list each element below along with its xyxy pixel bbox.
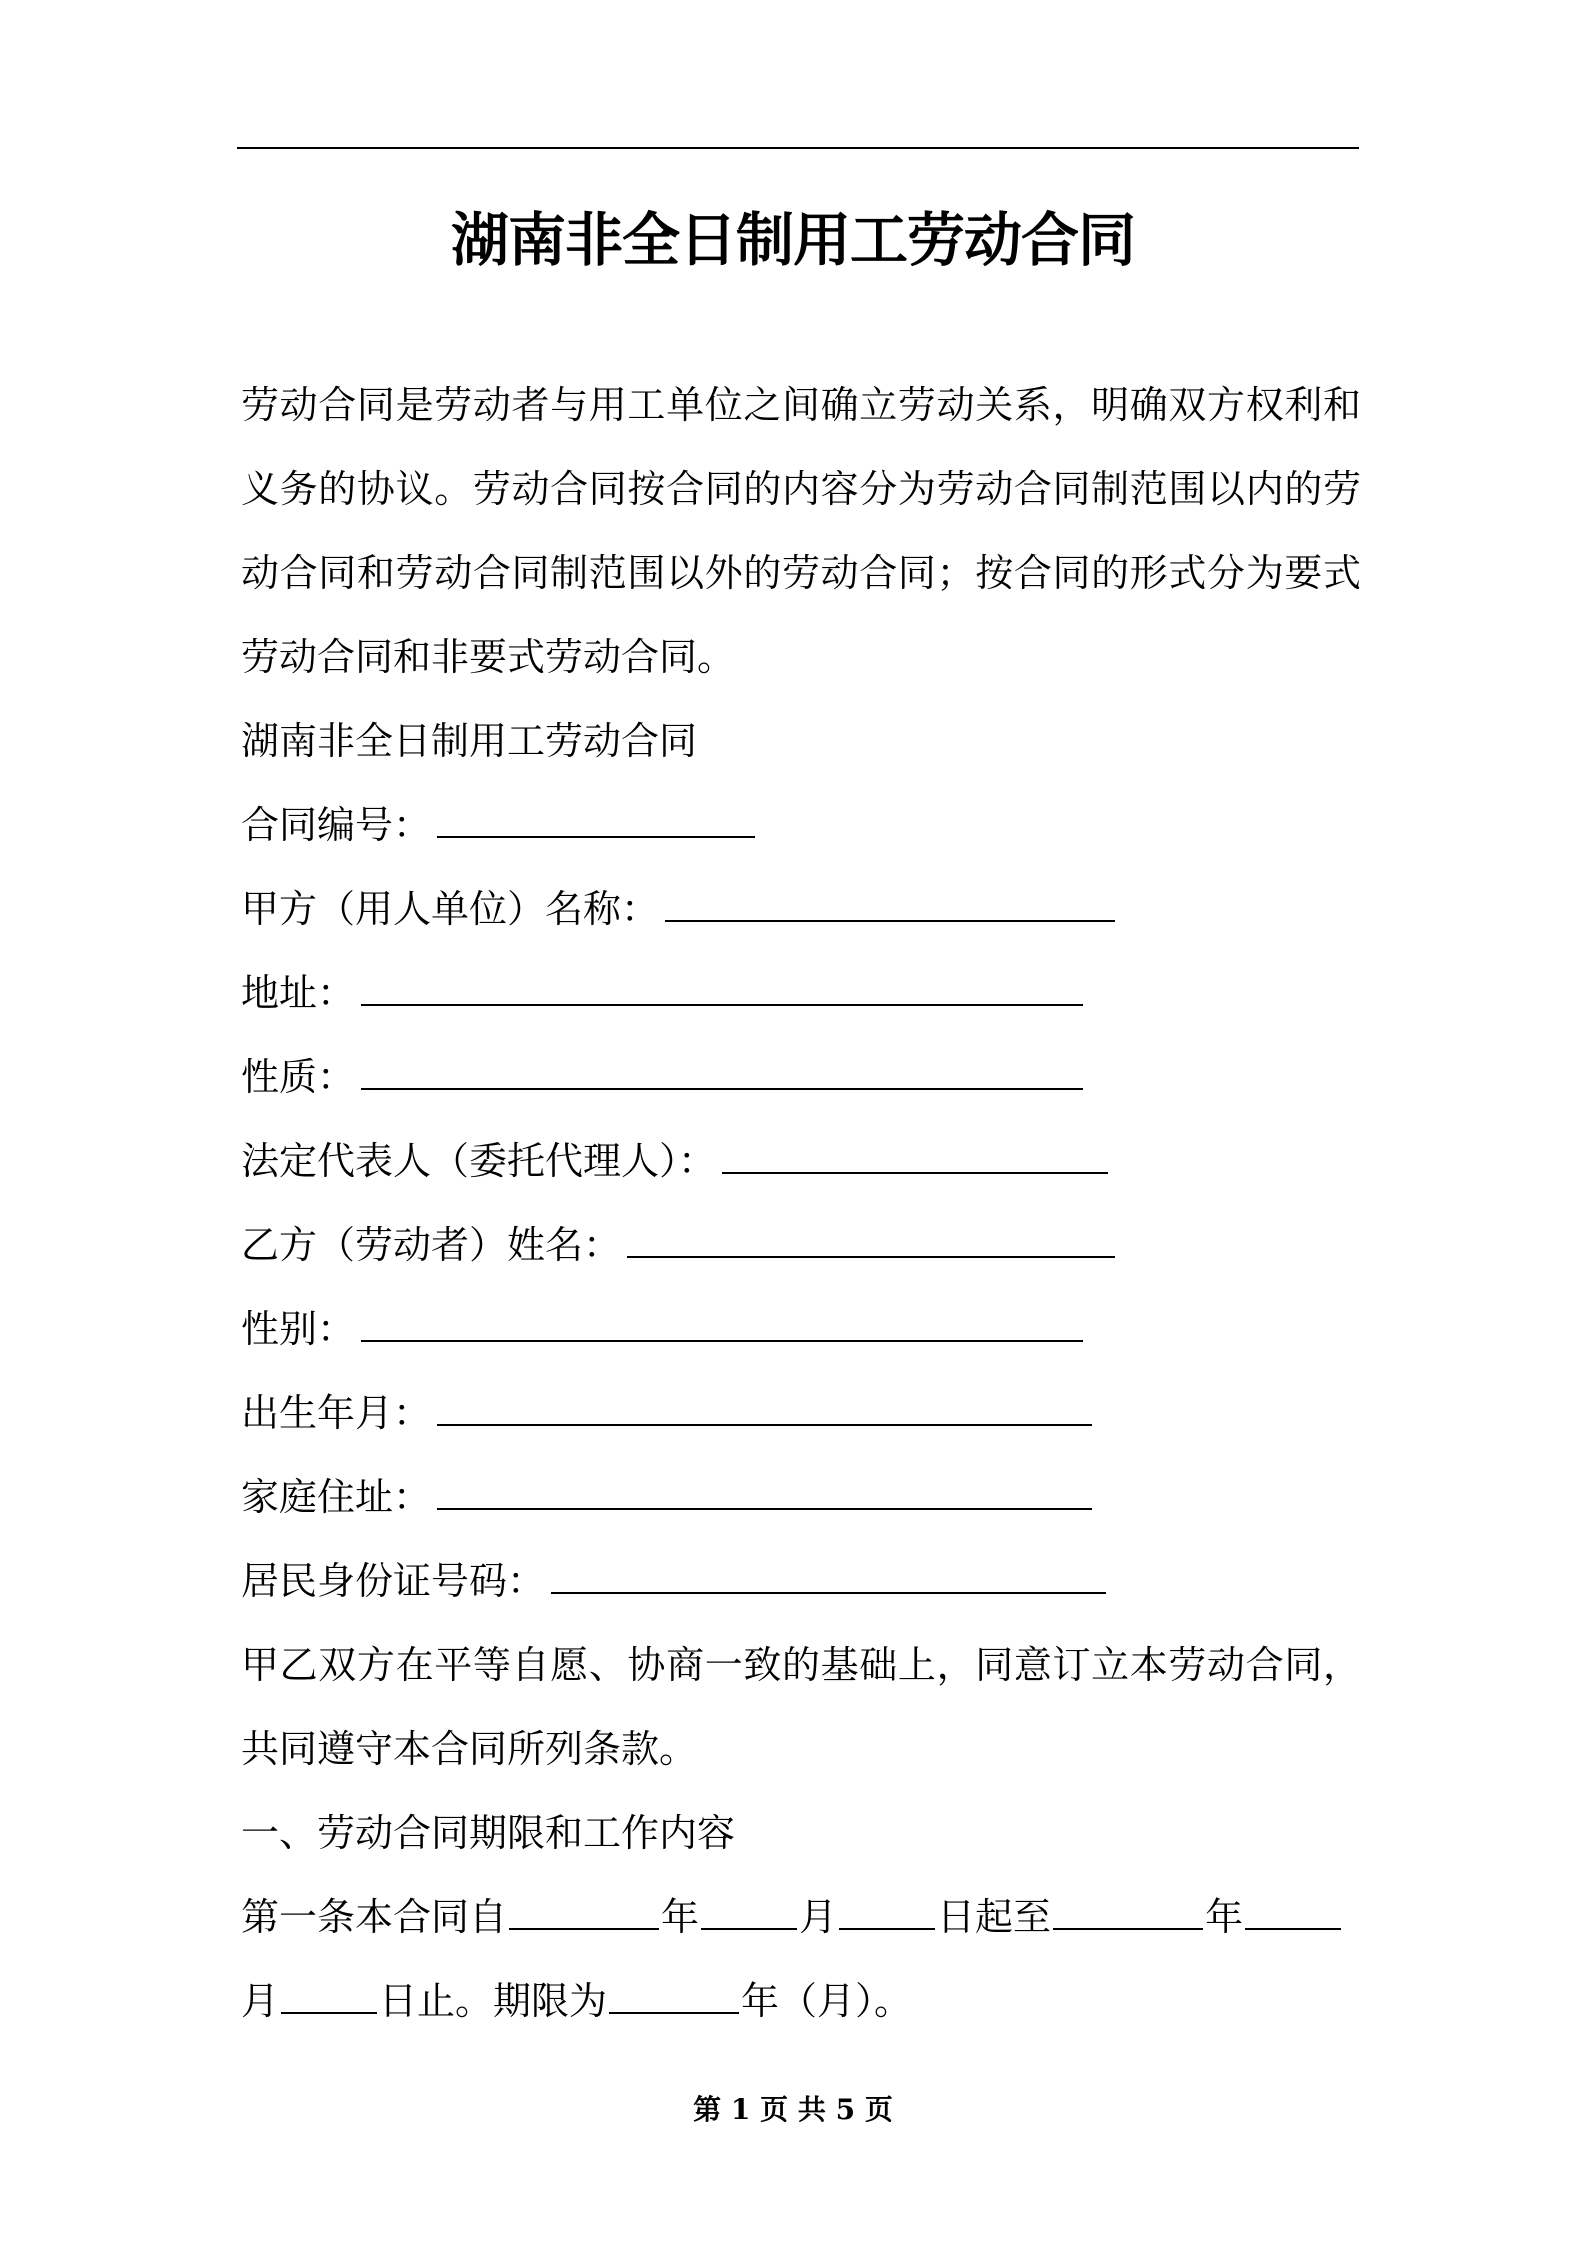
party-b-name-field <box>241 1203 1361 1287</box>
address-field <box>241 951 1361 1035</box>
intro-paragraph: 劳动合同是劳动者与用工单位之间确立劳动关系，明确双方权利和义务的协议。劳动合同按合同的内容分为劳动合同制范围以内的劳动合同和劳动合同制范围以外的劳动合同；按合同的形式分为要式劳动合同和非要式劳动合同。 <box>241 383 1361 679</box>
id-number-field <box>241 1539 1361 1623</box>
address-label: 地址： <box>241 971 356 1015</box>
start-year-blank <box>509 1894 659 1930</box>
article-1-line-1 <box>241 1875 1361 1959</box>
contract-number-field <box>241 783 1361 867</box>
contract-number-label: 合同编号： <box>241 803 432 847</box>
end-year-blank <box>1053 1894 1203 1930</box>
nature-field <box>241 1035 1361 1119</box>
gender-field <box>241 1287 1361 1371</box>
document-body <box>241 363 1361 2043</box>
party-a-name-blank <box>665 886 1115 922</box>
end-year-unit: 年 <box>1205 1895 1244 1939</box>
article-1-line-2 <box>241 1959 1361 2043</box>
legal-rep-blank <box>722 1138 1108 1174</box>
end-month-unit: 月 <box>241 1979 280 2023</box>
start-day-blank <box>839 1894 935 1930</box>
document-title: 湖南非全日制用工劳动合同 <box>450 206 1135 274</box>
birth-blank <box>437 1390 1092 1426</box>
home-address-field <box>241 1455 1361 1539</box>
legal-rep-label: 法定代表人（委托代理人）： <box>241 1139 717 1183</box>
nature-label: 性质： <box>241 1055 356 1099</box>
legal-rep-field <box>241 1119 1361 1203</box>
duration-unit: 年（月）。 <box>741 1979 913 2023</box>
duration-blank <box>609 1978 739 2014</box>
subtitle: 湖南非全日制用工劳动合同 <box>241 719 698 763</box>
article-1-start-text: 第一条本合同自 <box>241 1895 508 1939</box>
start-month-blank <box>701 1894 797 1930</box>
start-month-unit: 月 <box>799 1895 838 1939</box>
home-address-label: 家庭住址： <box>241 1475 432 1519</box>
end-month-blank <box>1245 1894 1341 1930</box>
section-1-heading: 一、劳动合同期限和工作内容 <box>241 1811 736 1855</box>
agreement-paragraph: 甲乙双方在平等自愿、协商一致的基础上，同意订立本劳动合同，共同遵守本合同所列条款。 <box>241 1643 1361 1771</box>
start-day-unit: 日起至 <box>937 1895 1052 1939</box>
start-year-unit: 年 <box>661 1895 700 1939</box>
home-address-blank <box>437 1474 1092 1510</box>
birth-label: 出生年月： <box>241 1391 432 1435</box>
contract-number-blank <box>437 802 755 838</box>
address-blank <box>361 970 1083 1006</box>
party-a-name-field <box>241 867 1361 951</box>
header-rule <box>237 147 1359 149</box>
end-day-text: 日止。期限为 <box>379 1979 608 2023</box>
end-day-blank <box>281 1978 377 2014</box>
id-number-label: 居民身份证号码： <box>241 1559 546 1603</box>
party-b-name-label: 乙方（劳动者）姓名： <box>241 1223 622 1267</box>
gender-label: 性别： <box>241 1307 356 1351</box>
gender-blank <box>361 1306 1083 1342</box>
nature-blank <box>361 1054 1083 1090</box>
party-b-name-blank <box>627 1222 1115 1258</box>
party-a-name-label: 甲方（用人单位）名称： <box>241 887 660 931</box>
id-number-blank <box>551 1558 1106 1594</box>
birth-field <box>241 1371 1361 1455</box>
page-number: 第 1 页 共 5 页 <box>693 2093 893 2126</box>
